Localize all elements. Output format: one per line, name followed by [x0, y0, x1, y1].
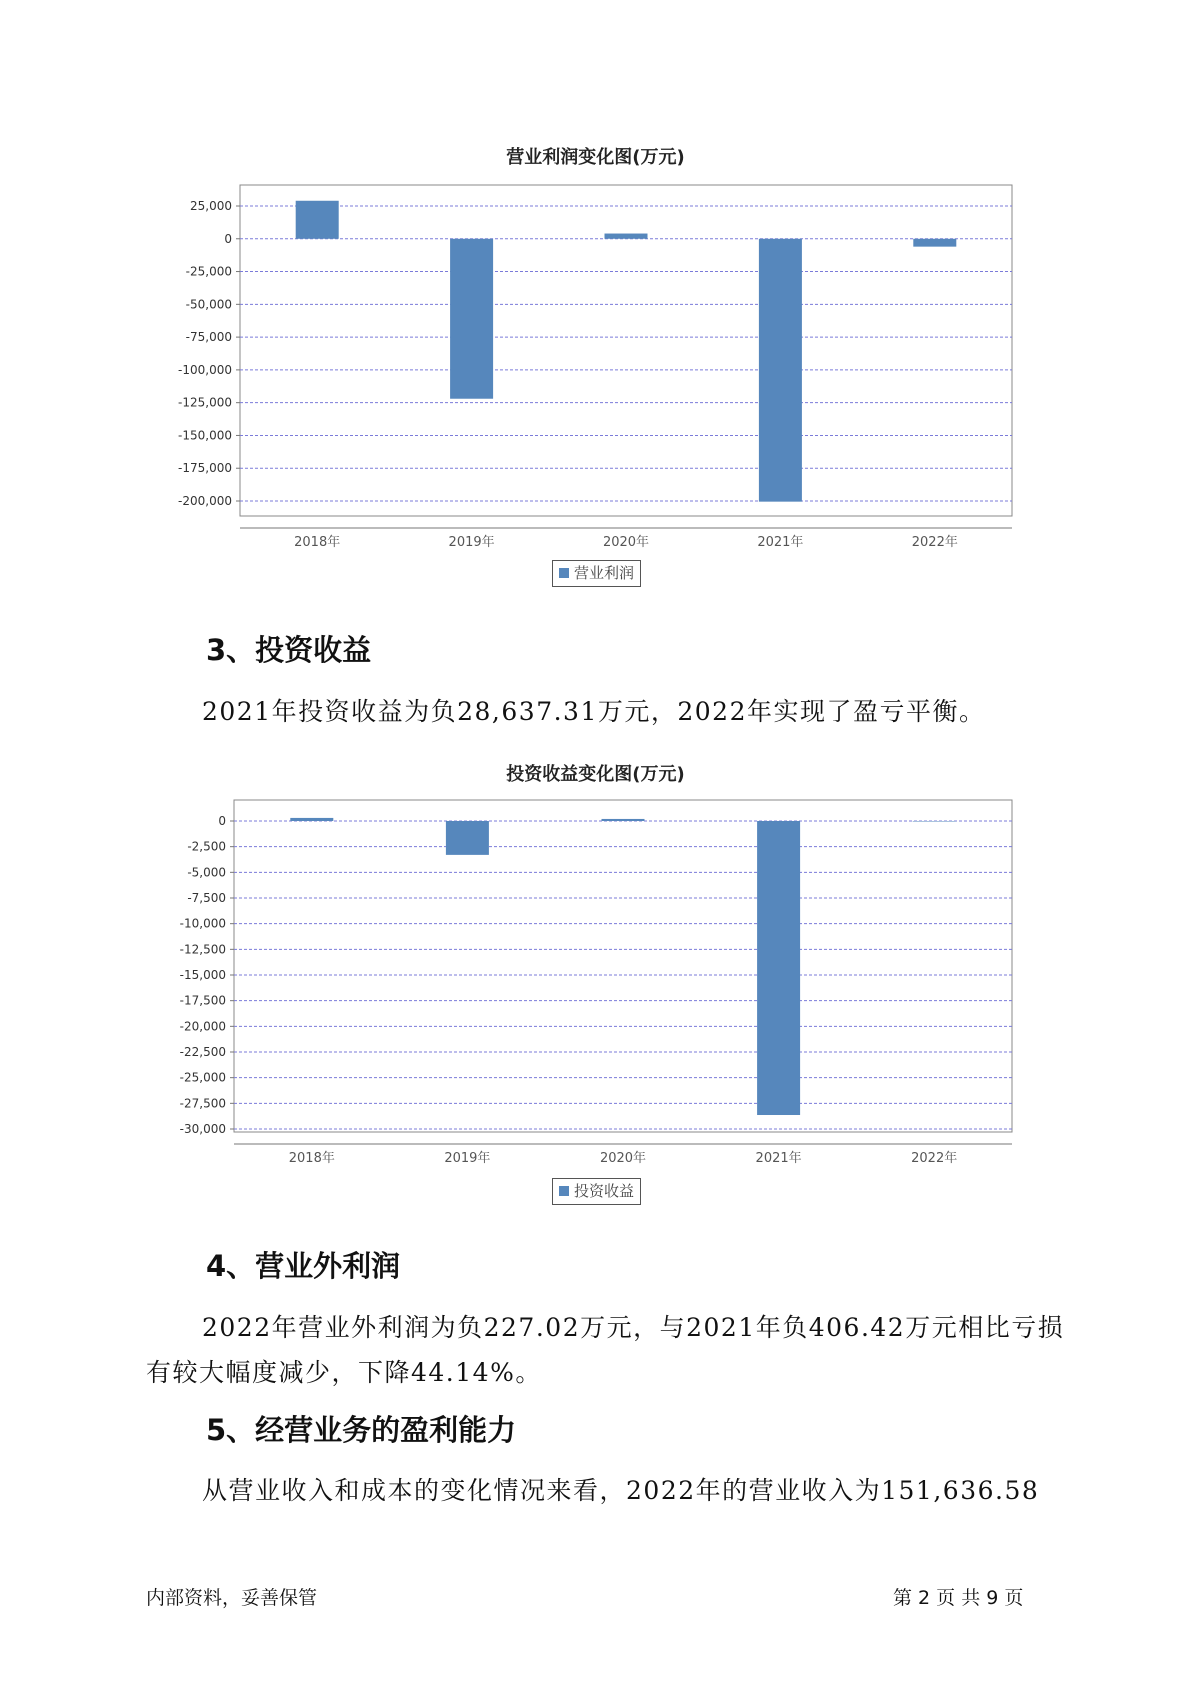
x-tick-label: 2022年 — [911, 1151, 958, 1166]
footer-confidential-note: 内部资料，妥善保管 — [146, 1587, 318, 1609]
y-tick-label: -7,500 — [187, 891, 226, 905]
bar — [913, 821, 956, 822]
x-tick-label: 2021年 — [757, 535, 804, 550]
paragraph: 有较大幅度减少，下降44.14%。 — [146, 1358, 542, 1387]
y-tick-label: -17,500 — [179, 993, 226, 1008]
x-tick-label: 2020年 — [599, 1151, 647, 1166]
x-tick-label: 2021年 — [755, 1151, 802, 1166]
y-tick-label: -75,000 — [185, 330, 232, 345]
y-tick-label: -50,000 — [185, 297, 232, 312]
legend-swatch — [559, 568, 569, 578]
paragraph: 2021年投资收益为负28,637.31万元，2022年实现了盈亏平衡。 — [202, 697, 986, 726]
x-tick-label: 2018年 — [288, 1151, 335, 1166]
y-tick-label: -150,000 — [178, 428, 232, 443]
x-tick-label: 2020年 — [602, 535, 650, 550]
legend-swatch — [559, 1186, 569, 1196]
x-tick-label: 2019年 — [444, 1151, 491, 1166]
chart-legend — [552, 1178, 641, 1205]
y-tick-label: -125,000 — [178, 395, 232, 410]
paragraph: 从营业收入和成本的变化情况来看，2022年的营业收入为151,636.58 — [202, 1476, 1040, 1505]
y-tick-label: -2,500 — [187, 839, 226, 854]
chart-title: 投资收益变化图(万元) — [506, 764, 685, 785]
x-tick-label: 2019年 — [448, 535, 495, 550]
bar — [296, 201, 339, 239]
x-tick-label: 2018年 — [294, 535, 341, 550]
y-tick-label: 0 — [224, 231, 232, 246]
bar — [913, 239, 956, 247]
y-tick-label: -25,000 — [185, 264, 232, 279]
plot-area — [234, 800, 1012, 1132]
bar — [759, 239, 802, 502]
y-tick-label: -200,000 — [178, 494, 232, 508]
paragraph: 2022年营业外利润为负227.02万元，与2021年负406.42万元相比亏损 — [202, 1313, 1065, 1342]
y-tick-label: -25,000 — [179, 1070, 226, 1085]
legend-label: 营业利润 — [574, 564, 635, 582]
bar — [450, 239, 493, 399]
y-tick-label: 25,000 — [190, 199, 232, 213]
bar — [290, 818, 333, 821]
operating-profit-chart — [0, 180, 1191, 550]
y-tick-label: -27,500 — [179, 1096, 226, 1111]
y-tick-label: -100,000 — [178, 362, 232, 377]
page-number: 第 2 页 共 9 页 — [893, 1587, 1024, 1609]
y-tick-label: -12,500 — [179, 942, 226, 957]
y-tick-label: -30,000 — [179, 1122, 226, 1136]
chart-title: 营业利润变化图(万元) — [506, 147, 685, 168]
bar — [757, 821, 800, 1115]
chart-legend — [552, 560, 641, 587]
bar — [605, 234, 648, 239]
section-heading: 4、营业外利润 — [206, 1249, 401, 1283]
bar — [602, 819, 645, 821]
y-tick-label: -10,000 — [179, 916, 226, 931]
x-tick-label: 2022年 — [911, 535, 958, 550]
y-tick-label: -5,000 — [187, 865, 226, 880]
section-heading: 3、投资收益 — [206, 633, 372, 667]
y-tick-label: -22,500 — [179, 1045, 226, 1059]
bar — [446, 821, 489, 855]
y-tick-label: -15,000 — [179, 968, 226, 982]
y-tick-label: -175,000 — [178, 461, 232, 476]
legend-label: 投资收益 — [574, 1182, 635, 1200]
investment-income-chart — [0, 795, 1191, 1166]
y-tick-label: 0 — [218, 814, 226, 828]
y-tick-label: -20,000 — [179, 1019, 226, 1034]
section-heading: 5、经营业务的盈利能力 — [206, 1413, 517, 1447]
